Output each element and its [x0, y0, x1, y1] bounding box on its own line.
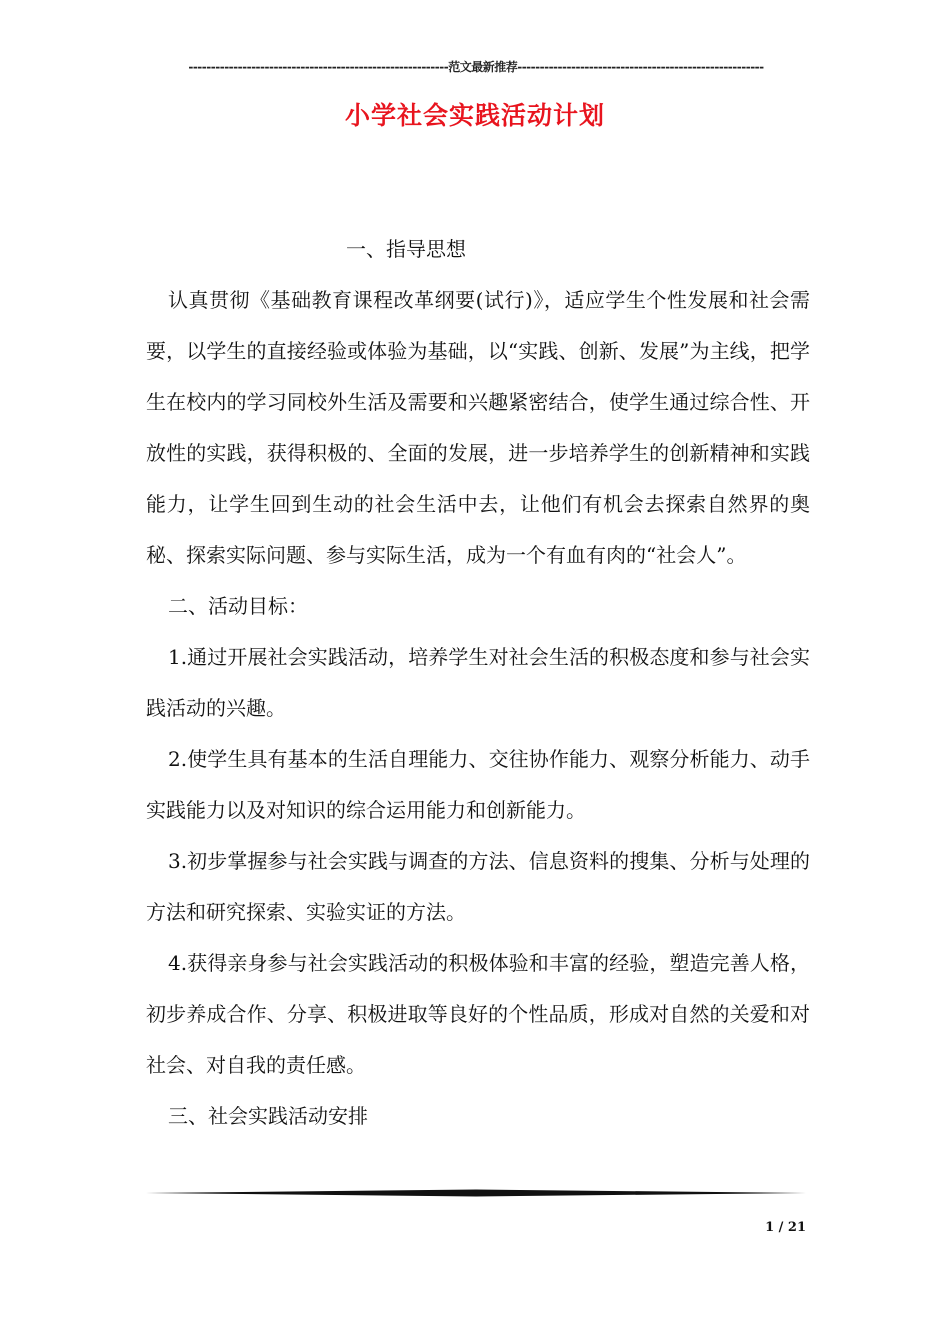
section-heading-activity-goals: 二、活动目标： — [168, 594, 308, 618]
paragraph-guiding-ideology: 认真贯彻《基础教育课程改革纲要(试行)》，适应学生个性发展和社会需要，以学生的直接经验或体验为基础，以“实践、创新、发展”为主线，把学生在校内的学习同校外生活及需要和兴趣紧密结合，使学生通过综合性、开放性的实践，获得积极的、全面的发展，进一步培养学生的创新精神和实践能力，让学生回到生动的社会生活中去，让他们有机会去探索自然界的奥秘、探索实际问题、参与实际生活，成为一个有血有肉的“社会人”。 — [146, 288, 810, 567]
footer-rule — [146, 1189, 806, 1197]
section-heading-activity-arrangement: 三、社会实践活动安排 — [168, 1104, 368, 1128]
goal-item: 2.使学生具有基本的生活自理能力、交往协作能力、观察分析能力、动手实践能力以及对知识的综合运用能力和创新能力。 — [146, 747, 810, 822]
goal-item: 4.获得亲身参与社会实践活动的积极体验和丰富的经验，塑造完善人格，初步养成合作、分享、积极进取等良好的个性品质，形成对自然的关爱和对社会、对自我的责任感。 — [146, 951, 810, 1077]
header-banner: ----------------------------------------------------------范文最新推荐------------------------------------------------------- — [188, 60, 764, 74]
goal-item: 1.通过开展社会实践活动，培养学生对社会生活的积极态度和参与社会实践活动的兴趣。 — [146, 645, 810, 720]
goal-item: 3.初步掌握参与社会实践与调查的方法、信息资料的搜集、分析与处理的方法和研究探索、实验实证的方法。 — [146, 849, 810, 924]
page-indicator: 1 / 21 — [765, 1220, 806, 1235]
document-title: 小学社会实践活动计划 — [344, 101, 605, 130]
document-body — [146, 224, 810, 1142]
section-heading-guiding-ideology: 一、指导思想 — [346, 237, 466, 261]
